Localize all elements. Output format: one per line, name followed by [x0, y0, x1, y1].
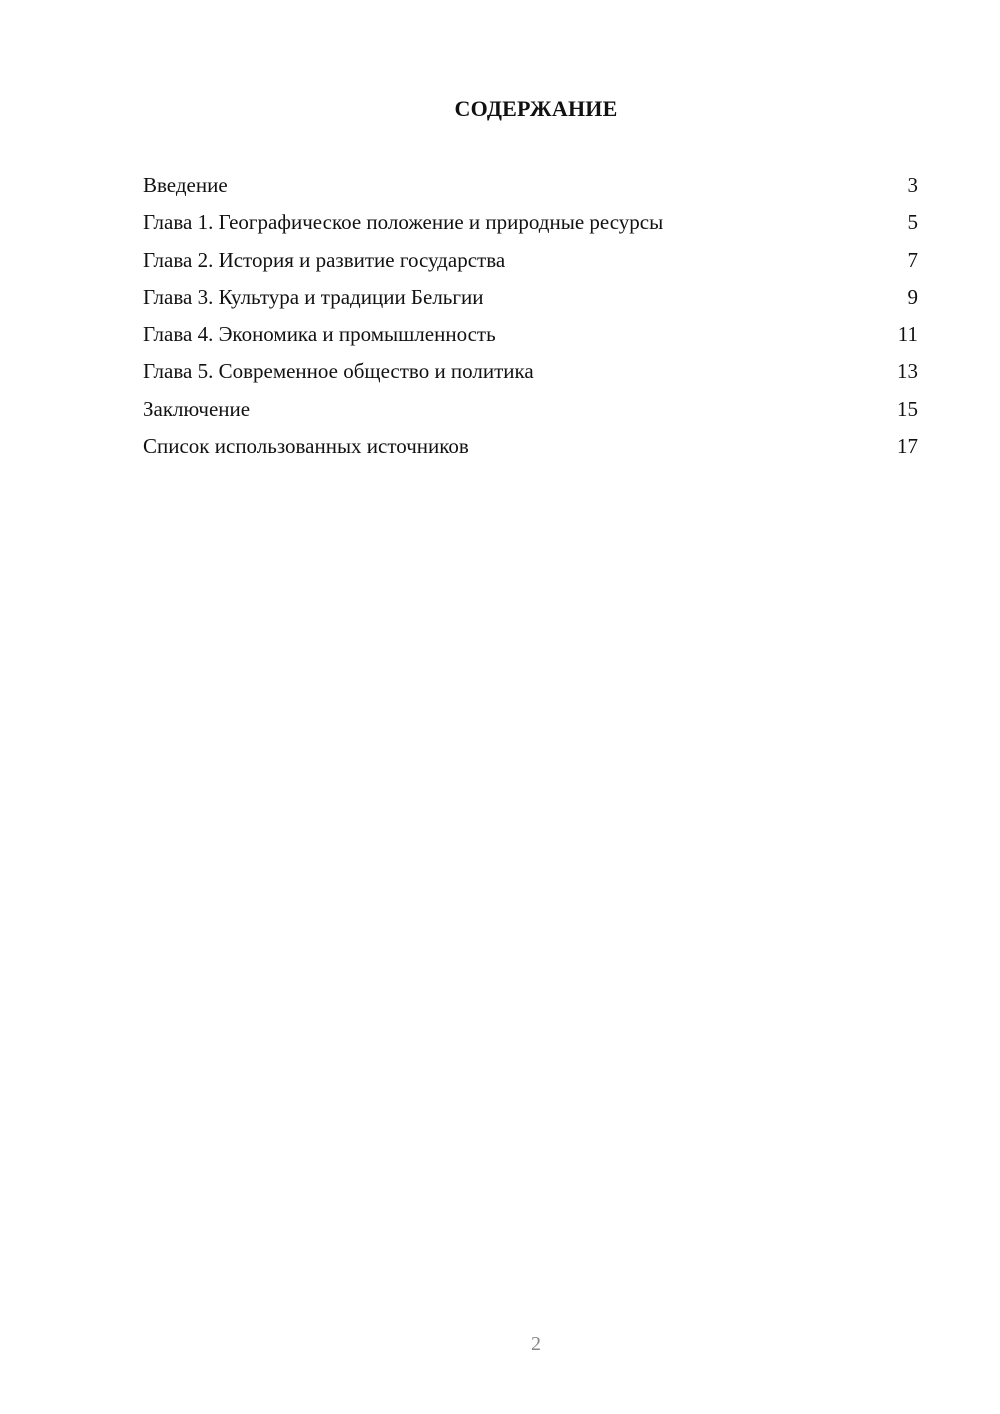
toc-entry-introduction[interactable] [143, 168, 918, 205]
page-number: 2 [531, 1333, 541, 1355]
toc-entry-page: 5 [907, 210, 918, 235]
toc-entry-label: Заключение [143, 396, 251, 421]
toc-entry-page: 9 [907, 284, 918, 309]
toc-entry-conclusion[interactable] [143, 392, 918, 429]
toc-entry-chapter-2[interactable] [143, 243, 918, 280]
toc-entry-chapter-1[interactable] [143, 205, 918, 242]
toc-entry-label: Глава 1. Географическое положение и природные ресурсы [143, 210, 664, 235]
toc-entry-page: 11 [897, 322, 918, 347]
toc-entry-chapter-4[interactable] [143, 317, 918, 354]
toc-entry-chapter-5[interactable] [143, 354, 918, 391]
toc-entry-chapter-3[interactable] [143, 280, 918, 317]
toc-entry-label: Глава 4. Экономика и промышленность [143, 322, 496, 347]
toc-entry-page: 17 [897, 434, 918, 459]
toc-entry-page: 3 [907, 173, 918, 197]
table-of-contents [143, 168, 918, 466]
toc-entry-page: 15 [897, 396, 918, 421]
toc-entry-page: 13 [897, 359, 918, 384]
toc-title: СОДЕРЖАНИЕ [454, 96, 618, 121]
toc-entry-label: Глава 5. Современное общество и политика [143, 359, 534, 384]
toc-entry-label: Глава 3. Культура и традиции Бельгии [143, 284, 484, 309]
toc-entry-references[interactable] [143, 429, 918, 466]
toc-entry-label: Список использованных источников [143, 434, 469, 459]
toc-entry-label: Глава 2. История и развитие государства [143, 247, 506, 272]
toc-entry-label: Введение [143, 173, 228, 197]
toc-entry-page: 7 [907, 247, 918, 272]
